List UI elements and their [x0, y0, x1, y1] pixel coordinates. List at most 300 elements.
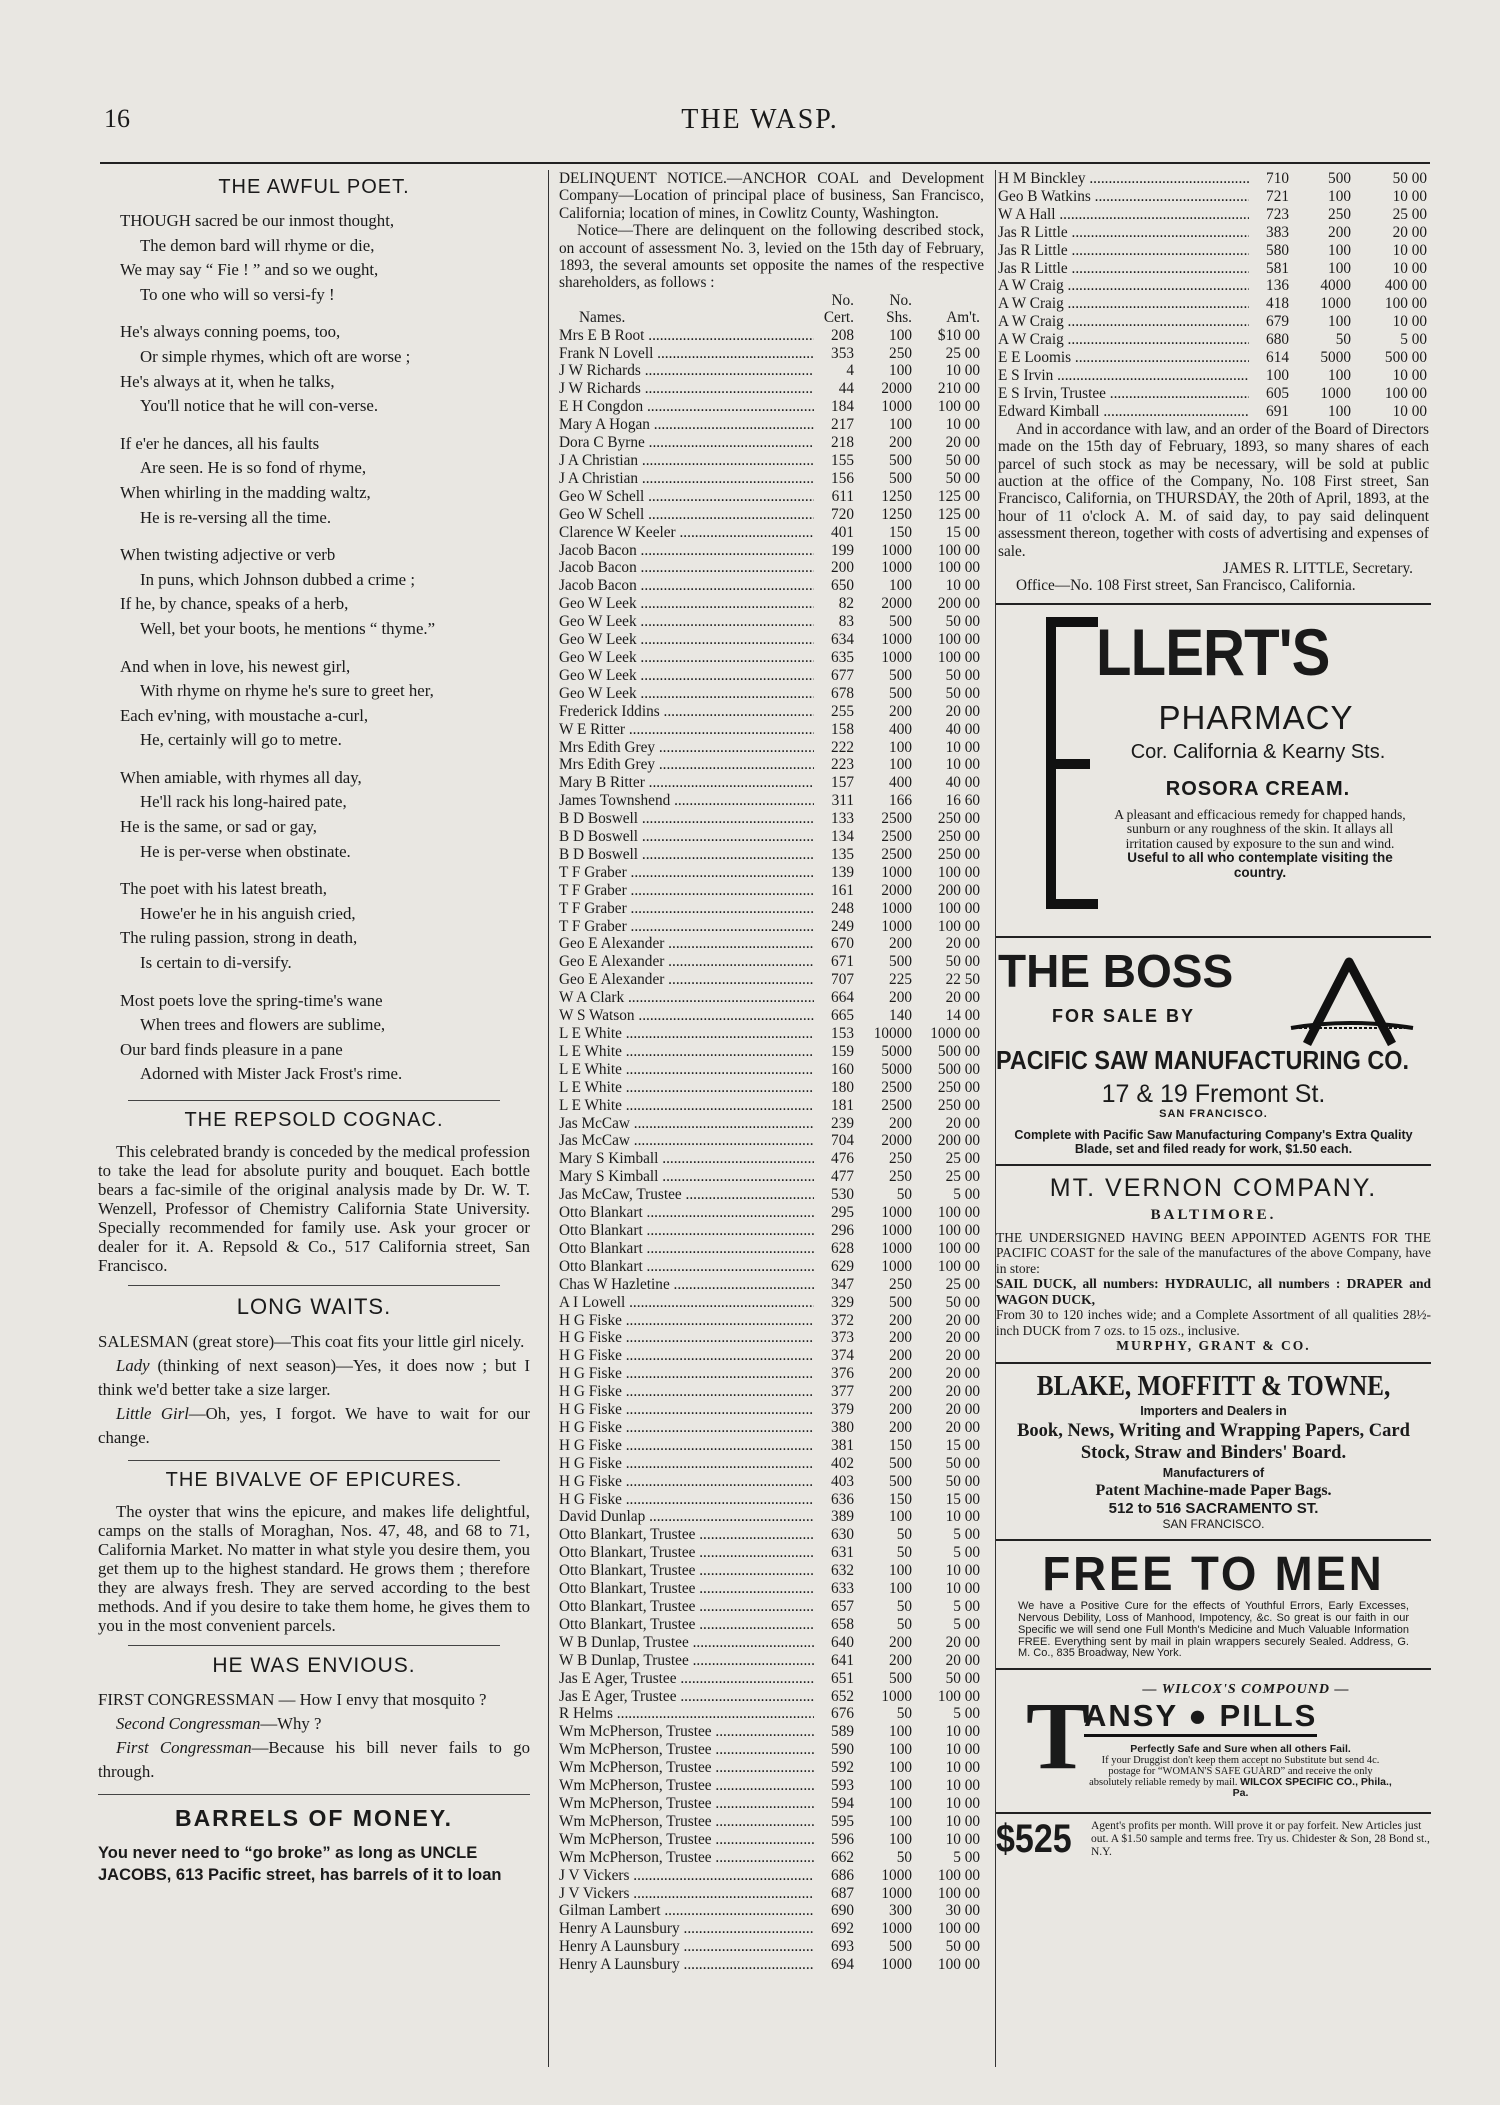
share-count: 100	[1328, 313, 1351, 331]
share-count: 50	[896, 1598, 912, 1615]
shareholder-name: Otto Blankart .....	[559, 1204, 814, 1222]
divider	[996, 1668, 1431, 1670]
shareholder-name: Mary S Kimball .....	[559, 1150, 814, 1168]
waits-speaker-lady: Lady	[116, 1356, 150, 1375]
amount: 10 00	[945, 1508, 980, 1526]
cert-number: 628	[831, 1239, 854, 1257]
poem-stanza	[98, 432, 530, 530]
shareholder-name: Otto Blankart, Trustee .....	[559, 1562, 814, 1580]
share-count: 200	[889, 434, 912, 452]
cert-number: 181	[831, 1096, 854, 1114]
tansy-big-t: T	[1026, 1682, 1091, 1790]
share-count: 500	[889, 1472, 912, 1490]
amount: 20 00	[945, 1383, 980, 1401]
share-count: 1000	[881, 1884, 912, 1902]
cert-number: 665	[831, 1007, 854, 1025]
share-count: 100	[889, 1580, 912, 1598]
agents-text: Agent's profits per month. Will prove it or pay forfeit. New Articles just out. A $1.50 sample and terms free. Try us. Chidester & Son, 28 Bond st., N.Y.	[1090, 1819, 1430, 1858]
waits-text-3: —Oh, yes, I forgot. We have to wait for our change.	[98, 1404, 530, 1447]
cert-number: 249	[831, 917, 854, 935]
amount: 1000 00	[930, 1025, 980, 1042]
cert-number: 248	[831, 899, 854, 917]
shareholder-name: Henry A Launsbury .....	[559, 1956, 814, 1974]
shareholder-name: Otto Blankart, Trustee .....	[559, 1616, 814, 1634]
header-no-shs: No.	[889, 291, 912, 309]
boss-city: SAN FRANCISCO.	[1159, 1107, 1268, 1120]
shareholder-name: Geo E Alexander .....	[559, 971, 814, 989]
cert-number: 376	[831, 1365, 854, 1383]
amount: 22 50	[945, 971, 980, 989]
cert-number: 199	[831, 541, 854, 559]
shareholder-name: Jas R Little .....	[998, 242, 1249, 260]
shareholder-name: H G Fiske .....	[559, 1419, 814, 1437]
ledger-row	[559, 721, 984, 739]
cert-number: 372	[831, 1311, 854, 1329]
share-count: 1000	[881, 1687, 912, 1705]
share-count: 100	[889, 1830, 912, 1848]
amount: 20 00	[945, 1633, 980, 1651]
shareholder-name: H G Fiske .....	[559, 1491, 814, 1509]
shareholder-name: H G Fiske .....	[559, 1347, 814, 1365]
ellert-desc-text: A pleasant and efficacious remedy for chapped hands, sunburn or any roughness of the skin. It allays all irritation caused by exposure to the sun and wind.	[1114, 806, 1406, 851]
shareholder-name: T F Graber .....	[559, 918, 814, 936]
ledger-row	[559, 1670, 984, 1688]
cert-number: 650	[831, 577, 854, 595]
share-count: 500	[889, 469, 912, 487]
ledger-row	[559, 1795, 984, 1813]
shareholder-name: Frank N Lovell .....	[559, 345, 814, 363]
poem-stanza	[98, 877, 530, 975]
share-count: 4000	[1320, 277, 1351, 295]
divider	[98, 1794, 530, 1795]
poem-line: Howe'er he in his anguish cried,	[140, 903, 356, 923]
share-count: 1000	[881, 648, 912, 666]
cert-number: 223	[831, 756, 854, 774]
ellert-address: Cor. California & Kearny Sts.	[1130, 740, 1386, 763]
share-count: 100	[1328, 187, 1351, 205]
shareholder-name: Geo W Schell .....	[559, 506, 814, 524]
ledger-row	[559, 792, 984, 810]
ledger-row	[559, 1061, 984, 1079]
share-count: 5000	[881, 1060, 912, 1078]
share-count: 1000	[881, 1204, 912, 1222]
cert-number: 158	[831, 720, 854, 738]
ledger-row	[996, 295, 1431, 313]
share-count: 200	[889, 1651, 912, 1669]
cert-number: 222	[831, 738, 854, 756]
ledger-row	[559, 1419, 984, 1437]
shareholder-name: Geo E Alexander .....	[559, 935, 814, 953]
ledger-row	[559, 1956, 984, 1974]
share-count: 400	[889, 774, 912, 792]
share-count: 200	[889, 1633, 912, 1651]
ledger-row	[559, 703, 984, 721]
ledger-row	[559, 380, 984, 398]
share-count: 2000	[881, 380, 912, 398]
ledger-row	[559, 595, 984, 613]
tansy-sign: WILCOX SPECIFIC CO., Phila., Pa.	[1232, 1776, 1392, 1800]
shareholder-name: A W Craig .....	[998, 331, 1249, 349]
amount: 20 00	[945, 1114, 980, 1132]
bucksaw-icon	[1287, 954, 1417, 1054]
share-count: 500	[889, 684, 912, 702]
cert-number: 389	[831, 1508, 854, 1526]
cert-number: 690	[831, 1902, 854, 1920]
share-count: 200	[889, 1365, 912, 1383]
share-count: 200	[889, 1418, 912, 1436]
ledger-row	[559, 488, 984, 506]
cert-number: 418	[1266, 295, 1289, 313]
ledger-row	[559, 506, 984, 524]
shareholder-name: Otto Blankart, Trustee .....	[559, 1580, 814, 1598]
ledger-row	[559, 1688, 984, 1706]
notice-body: Notice—There are delinquent on the following described stock, on account of assessment No. 3, levied on the 15th day of February, 1893, the several amounts set opposite the names of the respective shareholders, as follows :	[559, 222, 984, 292]
shareholder-name: Frederick Iddins .....	[559, 703, 814, 721]
amount: 10 00	[945, 1812, 980, 1830]
poem-line: He'll rack his long-haired pate,	[140, 792, 347, 812]
amount: 500 00	[937, 1060, 980, 1078]
cert-number: 217	[831, 416, 854, 434]
share-count: 2500	[881, 1096, 912, 1114]
boss-description: Complete with Pacific Saw Manufacturing Company's Extra Quality Blade, set and filed ready for work, $1.50 each.	[1014, 1127, 1413, 1156]
amount: 16 60	[945, 792, 980, 810]
shareholder-name: T F Graber .....	[559, 900, 814, 918]
shareholder-name: Jas E Ager, Trustee .....	[559, 1688, 814, 1706]
cert-number: 694	[831, 1956, 854, 1974]
ledger-row	[559, 1867, 984, 1885]
amount: 10 00	[945, 1562, 980, 1580]
amount: 100 00	[937, 1221, 980, 1239]
cert-number: 239	[831, 1114, 854, 1132]
share-count: 1000	[881, 899, 912, 917]
shareholder-name: B D Boswell .....	[559, 828, 814, 846]
shareholder-name: T F Graber .....	[559, 882, 814, 900]
amount: 10 00	[945, 1794, 980, 1812]
ledger-row	[996, 224, 1431, 242]
barrels-body: You never need to “go broke” as long as UNCLE JACOBS, 613 Pacific street, has barrels of it to loan	[98, 1844, 502, 1884]
amount: 25 00	[945, 1168, 980, 1186]
poem-line: When twisting adjective or verb	[120, 545, 336, 565]
cert-number: 593	[831, 1777, 854, 1795]
amount: 100 00	[937, 559, 980, 577]
ledger-row	[559, 935, 984, 953]
blake-sub-2: Manufacturers of	[1162, 1466, 1265, 1481]
amount: 10 00	[945, 1759, 980, 1777]
shareholder-name: Wm McPherson, Trustee .....	[559, 1795, 814, 1813]
share-count: 200	[889, 989, 912, 1007]
divider	[996, 936, 1431, 938]
ledger-row	[559, 1401, 984, 1419]
shareholder-name: L E White .....	[559, 1025, 814, 1043]
amount: 10 00	[945, 1830, 980, 1848]
ledger-row	[559, 1777, 984, 1795]
cert-number: 658	[831, 1615, 854, 1633]
ledger-row	[559, 971, 984, 989]
shareholder-name: W B Dunlap, Trustee .....	[559, 1652, 814, 1670]
blake-city: SAN FRANCISCO.	[1162, 1517, 1265, 1532]
share-count: 200	[889, 1383, 912, 1401]
share-count: 100	[889, 756, 912, 774]
shareholder-name: Jacob Bacon .....	[559, 559, 814, 577]
poem-line: We may say “ Fie ! ” and so we ought,	[120, 260, 379, 280]
ledger-row	[559, 1741, 984, 1759]
amount: 20 00	[945, 1651, 980, 1669]
ledger-row	[559, 1025, 984, 1043]
ledger-row	[559, 1831, 984, 1849]
blake-goods: Book, News, Writing and Wrapping Papers, Card Stock, Straw and Binders' Board.	[1017, 1421, 1410, 1464]
shareholder-name: R Helms .....	[559, 1705, 814, 1723]
shareholder-name: Jas McCaw, Trustee .....	[559, 1186, 814, 1204]
share-count: 150	[889, 1490, 912, 1508]
shareholder-name: H G Fiske .....	[559, 1365, 814, 1383]
share-count: 300	[889, 1902, 912, 1920]
ledger-row	[996, 206, 1431, 224]
ledger-row	[559, 864, 984, 882]
cert-number: 311	[831, 792, 854, 810]
share-count: 1000	[881, 559, 912, 577]
waits-speaker-girl: Little Girl	[116, 1404, 189, 1423]
amount: 10 00	[945, 1777, 980, 1795]
amount: 5 00	[953, 1705, 980, 1723]
envious-title: HE WAS ENVIOUS.	[212, 1654, 416, 1677]
ledger-row	[559, 1097, 984, 1115]
cert-number: 530	[831, 1186, 854, 1204]
poem-line: When amiable, with rhymes all day,	[120, 767, 362, 787]
tansy-name: ANSY ● PILLS	[1084, 1698, 1317, 1737]
envious-line-2	[98, 1712, 530, 1736]
shareholder-name: E H Congdon .....	[559, 398, 814, 416]
waits-text-2: (thinking of next season)—Yes, it does now ; but I think we'd better take a size larger.	[98, 1356, 530, 1399]
ledger-row	[559, 1168, 984, 1186]
ledger-row	[996, 367, 1431, 385]
boss-saw-ad	[996, 946, 1431, 1156]
amount: 500 00	[937, 1042, 980, 1060]
shareholder-name: Wm McPherson, Trustee .....	[559, 1759, 814, 1777]
vernon-body: THE UNDERSIGNED HAVING BEEN APPOINTED AGENTS FOR THE PACIFIC COAST for the sale of the manufactures of the above Company, have in store:	[996, 1229, 1431, 1276]
shareholder-name: Henry A Launsbury .....	[559, 1938, 814, 1956]
amount: 5 00	[953, 1848, 980, 1866]
divider	[996, 603, 1431, 605]
vernon-body-2: From 30 to 120 inches wide; and a Complete Assortment of all qualities 28½-inch DUCK from 7 ozs. to 15 ozs., inclusive.	[996, 1307, 1431, 1338]
ledger-row	[559, 1473, 984, 1491]
poem-stanza	[98, 655, 530, 753]
ledger-row	[559, 774, 984, 792]
poem-stanza	[98, 320, 530, 418]
shareholder-name: Wm McPherson, Trustee .....	[559, 1813, 814, 1831]
share-count: 50	[896, 1615, 912, 1633]
ledger-row	[559, 882, 984, 900]
cert-number: 155	[831, 452, 854, 469]
ledger-row	[559, 1652, 984, 1670]
cert-number: 83	[838, 613, 854, 631]
ledger-row	[559, 345, 984, 363]
shareholder-name: James Townshend .....	[559, 792, 814, 810]
amount: 100 00	[937, 541, 980, 559]
amount: 100 00	[937, 863, 980, 881]
amount: 50 00	[1392, 170, 1427, 187]
share-count: 150	[889, 523, 912, 541]
share-count: 500	[889, 1293, 912, 1311]
cert-number: 100	[1266, 366, 1289, 384]
cert-number: 704	[831, 1132, 854, 1150]
poem-line: And when in love, his newest girl,	[120, 656, 351, 676]
amount: 100 00	[937, 1866, 980, 1884]
poem-line: You'll notice that he will con-verse.	[140, 396, 379, 416]
share-count: 1000	[881, 398, 912, 416]
cert-number: 200	[831, 559, 854, 577]
share-count: 500	[889, 1454, 912, 1472]
cert-number: 82	[838, 595, 854, 613]
ledger-row	[559, 739, 984, 757]
amount: 40 00	[945, 774, 980, 792]
ledger-row	[559, 1132, 984, 1150]
shareholder-name: H G Fiske .....	[559, 1401, 814, 1419]
share-count: 1000	[881, 1956, 912, 1974]
cert-number: 134	[831, 828, 854, 846]
header-no-cert: No.	[831, 291, 854, 309]
share-count: 2500	[881, 1078, 912, 1096]
shareholder-name: J V Vickers .....	[559, 1885, 814, 1903]
envious-speaker-3: First Congressman	[116, 1738, 252, 1757]
cert-number: 641	[831, 1651, 854, 1669]
share-count: 2000	[881, 1132, 912, 1150]
shareholder-name: Geo W Leek .....	[559, 595, 814, 613]
shareholder-name: Geo W Leek .....	[559, 613, 814, 631]
share-count: 100	[889, 1777, 912, 1795]
header-cert: Cert.	[823, 309, 854, 327]
ledger-row	[559, 1920, 984, 1938]
ledger-row	[559, 577, 984, 595]
blake-sub-1: Importers and Dealers in	[1140, 1404, 1287, 1419]
poem-line: Adorned with Mister Jack Frost's rime.	[140, 1064, 403, 1084]
notice-office: Office—No. 108 First street, San Francisco, California.	[1016, 577, 1356, 595]
cert-number: 631	[831, 1544, 854, 1562]
amount: 10 00	[945, 1741, 980, 1759]
share-count: 50	[896, 1526, 912, 1544]
amount: 10 00	[945, 416, 980, 434]
agents-ad	[996, 1818, 1431, 1860]
ledger-row	[559, 649, 984, 667]
share-count: 166	[889, 792, 912, 810]
ledger-row	[559, 1902, 984, 1920]
divider	[128, 1645, 500, 1646]
cert-number: 373	[831, 1329, 854, 1347]
ledger-row	[559, 1079, 984, 1097]
share-count: 225	[889, 971, 912, 989]
blake-address: 512 to 516 SACRAMENTO ST.	[1108, 1500, 1319, 1518]
cert-number: 157	[831, 774, 854, 792]
poem-line: When whirling in the madding waltz,	[120, 482, 371, 502]
ledger-row	[559, 1705, 984, 1723]
ledger-row	[996, 349, 1431, 367]
header-shs: Shs.	[886, 309, 912, 327]
shareholder-name: Geo W Leek .....	[559, 631, 814, 649]
cert-number: 595	[831, 1812, 854, 1830]
ledger-row	[559, 1544, 984, 1562]
cert-number: 381	[831, 1436, 854, 1454]
poem-line: Most poets love the spring-time's wane	[120, 990, 383, 1010]
ellert-pharmacy-ad	[996, 613, 1431, 928]
cert-number: 640	[831, 1633, 854, 1651]
ledger-row	[559, 1938, 984, 1956]
share-count: 250	[889, 1275, 912, 1293]
poem-line: The demon bard will rhyme or die,	[140, 235, 375, 255]
poem-line: Well, bet your boots, he mentions “ thyme.”	[140, 618, 436, 638]
poem-line: If he, by chance, speaks of a herb,	[120, 594, 349, 614]
poem-line: Our bard finds pleasure in a pane	[120, 1039, 343, 1059]
cert-number: 652	[831, 1687, 854, 1705]
share-count: 100	[889, 577, 912, 595]
poem-line: He is per-verse when obstinate.	[140, 841, 351, 861]
poem-line: Is certain to di-versify.	[140, 953, 292, 973]
shareholder-name: Wm McPherson, Trustee .....	[559, 1723, 814, 1741]
shareholder-name: B D Boswell .....	[559, 846, 814, 864]
poem-line: He, certainly will go to metre.	[140, 730, 342, 750]
amount: 250 00	[937, 828, 980, 846]
divider	[996, 1812, 1431, 1814]
amount: 50 00	[945, 613, 980, 631]
waits-title: LONG WAITS.	[236, 1294, 392, 1319]
cert-number: 692	[831, 1920, 854, 1938]
amount: 15 00	[945, 1490, 980, 1508]
amount: 50 00	[945, 469, 980, 487]
ledger-row	[996, 260, 1431, 278]
shareholder-name: Wm McPherson, Trustee .....	[559, 1849, 814, 1867]
page-number: 16	[104, 104, 130, 133]
poem-stanza	[98, 989, 530, 1087]
poem-line: In puns, which Johnson dubbed a crime ;	[140, 569, 415, 589]
cert-number: 634	[831, 631, 854, 649]
ledger-row	[559, 918, 984, 936]
share-count: 5000	[1320, 349, 1351, 367]
shareholder-name: L E White .....	[559, 1061, 814, 1079]
share-count: 100	[889, 1759, 912, 1777]
cert-number: 636	[831, 1490, 854, 1508]
share-count: 500	[889, 1938, 912, 1956]
share-count: 150	[889, 1436, 912, 1454]
ledger-row	[559, 953, 984, 971]
shareholder-name: Mrs E B Root .....	[559, 327, 814, 345]
share-count: 100	[889, 326, 912, 344]
amount: 100 00	[937, 1920, 980, 1938]
share-count: 500	[889, 452, 912, 469]
cert-number: 180	[831, 1078, 854, 1096]
free-body: We have a Positive Cure for the effects of Youthful Errors, Early Excesses, Nervous Debility, Loss of Manhood, Impotency, &c. So great is our faith in our Specific we will send one Full Month's Medicine and Much Valuable Information FREE. Everything sent by mail in plain wrappers securely Sealed. Address, G. M. Co., 835 Broadway, New York.	[1018, 1600, 1409, 1660]
divider	[128, 1285, 500, 1286]
cert-number: 592	[831, 1759, 854, 1777]
amount: 400 00	[1384, 277, 1427, 295]
amount: 100 00	[937, 1884, 980, 1902]
share-count: 1000	[881, 1257, 912, 1275]
waits-line-1: SALESMAN (great store)—This coat fits your little girl nicely.	[98, 1332, 525, 1351]
share-count: 200	[889, 702, 912, 720]
ledger-row	[559, 1240, 984, 1258]
poem-line: With rhyme on rhyme he's sure to greet her,	[140, 681, 434, 701]
ledger-row	[559, 398, 984, 416]
tansy-compound: — WILCOX'S COMPOUND —	[1142, 1682, 1350, 1698]
shareholder-name: H G Fiske .....	[559, 1437, 814, 1455]
shareholder-name: E E Loomis .....	[998, 349, 1249, 367]
header-names: Names.	[579, 309, 626, 327]
shareholder-name: Geo W Schell .....	[559, 488, 814, 506]
tansy-description	[1088, 1744, 1393, 1799]
shareholder-name: Henry A Launsbury .....	[559, 1920, 814, 1938]
cert-number: 581	[1266, 259, 1289, 277]
waits-line-3	[98, 1402, 530, 1450]
boss-address: 17 & 19 Fremont St.	[1101, 1079, 1326, 1108]
ledger-row	[559, 613, 984, 631]
ledger-row	[996, 313, 1431, 331]
